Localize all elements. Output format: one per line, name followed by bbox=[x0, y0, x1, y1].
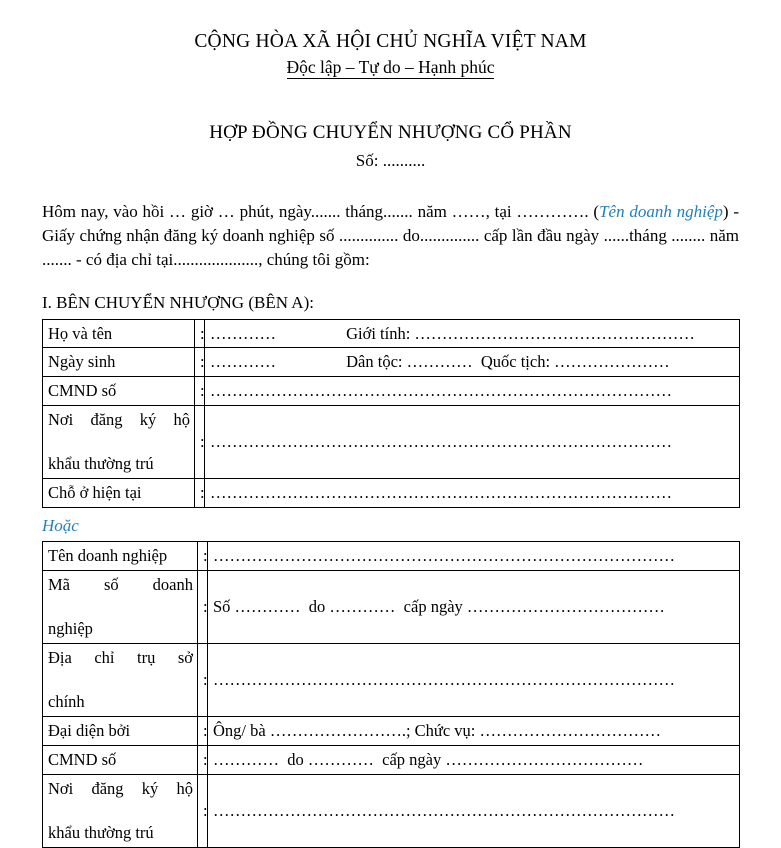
table-row bbox=[43, 774, 740, 847]
row-value-current-residence[interactable]: ………………………………………………………………………… bbox=[205, 479, 740, 508]
row-colon: : bbox=[198, 542, 208, 571]
document-page bbox=[0, 30, 781, 842]
row-label-birth-date: Ngày sinh bbox=[43, 348, 195, 377]
row-label-line1: Mã số doanh bbox=[48, 575, 193, 595]
row-label-current-residence: Chỗ ở hiện tại bbox=[43, 479, 195, 508]
row-colon: : bbox=[198, 774, 208, 847]
document-title-block bbox=[42, 121, 739, 172]
national-motto-text: Độc lập – Tự do – Hạnh phúc bbox=[286, 57, 495, 78]
section-heading-transferor: I. BÊN CHUYỂN NHƯỢNG (BÊN A): bbox=[42, 293, 314, 313]
row-label-id-number: CMND số bbox=[43, 377, 195, 406]
row-label-company-name: Tên doanh nghiệp bbox=[43, 542, 198, 571]
table-row bbox=[43, 348, 740, 377]
row-value-company-name[interactable]: ………………………………………………………………………… bbox=[208, 542, 740, 571]
row-value-birth-date[interactable]: ………… Dân tộc: ………… Quốc tịch: ………………… bbox=[205, 348, 740, 377]
intro-paragraph bbox=[42, 200, 739, 272]
row-value-rep-id-number[interactable]: ………… do ………… cấp ngày ……………………………… bbox=[208, 745, 740, 774]
table-row bbox=[43, 542, 740, 571]
table-row bbox=[43, 644, 740, 717]
row-label-rep-id-number: CMND số bbox=[43, 745, 198, 774]
row-value-id-number[interactable]: ………………………………………………………………………… bbox=[205, 377, 740, 406]
row-label-line2: chính bbox=[48, 692, 85, 712]
row-value-rep-permanent-address[interactable]: ………………………………………………………………………… bbox=[208, 774, 740, 847]
row-colon: : bbox=[198, 745, 208, 774]
row-colon: : bbox=[195, 348, 205, 377]
row-value-full-name[interactable]: ………… Giới tính: …………………………………………… bbox=[205, 319, 740, 348]
row-colon: : bbox=[195, 479, 205, 508]
national-motto bbox=[42, 56, 739, 79]
page-title: HỢP ĐỒNG CHUYỂN NHƯỢNG CỔ PHẦN bbox=[209, 122, 572, 144]
national-heading bbox=[42, 30, 739, 79]
row-colon: : bbox=[198, 571, 208, 644]
row-colon: : bbox=[195, 319, 205, 348]
row-value-head-office-address[interactable]: ………………………………………………………………………… bbox=[208, 644, 740, 717]
table-row bbox=[43, 745, 740, 774]
row-label-line2: khẩu thường trú bbox=[48, 822, 154, 842]
table-row bbox=[43, 479, 740, 508]
table-row bbox=[43, 319, 740, 348]
transferor-company-table bbox=[42, 541, 740, 847]
row-label-line1: Nơi đăng ký hộ bbox=[48, 410, 190, 430]
row-label-full-name: Họ và tên bbox=[43, 319, 195, 348]
row-colon: : bbox=[198, 717, 208, 746]
table-row bbox=[43, 571, 740, 644]
row-value-permanent-address[interactable]: ………………………………………………………………………… bbox=[205, 406, 740, 479]
document-number: Số: .......... bbox=[355, 150, 426, 170]
row-value-represented-by[interactable]: Ông/ bà …………………….; Chức vụ: …………………………… bbox=[208, 717, 740, 746]
row-colon: : bbox=[198, 644, 208, 717]
row-label-head-office-address bbox=[43, 644, 198, 717]
intro-text-part1: Hôm nay, vào hồi … giờ … phút, ngày....... tháng....... năm ……, tại …………. ( bbox=[42, 201, 600, 221]
row-label-business-code bbox=[43, 571, 198, 644]
country-name: CỘNG HÒA XÃ HỘI CHỦ NGHĨA VIỆT NAM bbox=[194, 31, 587, 52]
row-value-business-code[interactable]: Số ………… do ………… cấp ngày ……………………………… bbox=[208, 571, 740, 644]
row-colon: : bbox=[195, 377, 205, 406]
intro-text-part2: ) - Giấy chứng nhận đăng ký doanh nghiệp số .............. do.............. cấp lần đầu ngày ......tháng ........ năm ....... - có địa chỉ tại...................., chúng tôi gồm: bbox=[42, 201, 739, 270]
transferor-individual-table bbox=[42, 319, 740, 509]
row-colon: : bbox=[195, 406, 205, 479]
row-label-permanent-address bbox=[43, 406, 195, 479]
or-separator: Hoặc bbox=[42, 516, 79, 536]
table-row bbox=[43, 377, 740, 406]
row-label-line1: Địa chỉ trụ sở bbox=[48, 648, 193, 668]
table-row bbox=[43, 406, 740, 479]
row-label-rep-permanent-address bbox=[43, 774, 198, 847]
table-row bbox=[43, 717, 740, 746]
row-label-line2: khẩu thường trú bbox=[48, 454, 154, 474]
row-label-line1: Nơi đăng ký hộ bbox=[48, 778, 193, 798]
row-label-line2: nghiệp bbox=[48, 619, 93, 639]
intro-highlight: Tên doanh nghiệp bbox=[599, 201, 723, 221]
row-label-represented-by: Đại diện bởi bbox=[43, 717, 198, 746]
